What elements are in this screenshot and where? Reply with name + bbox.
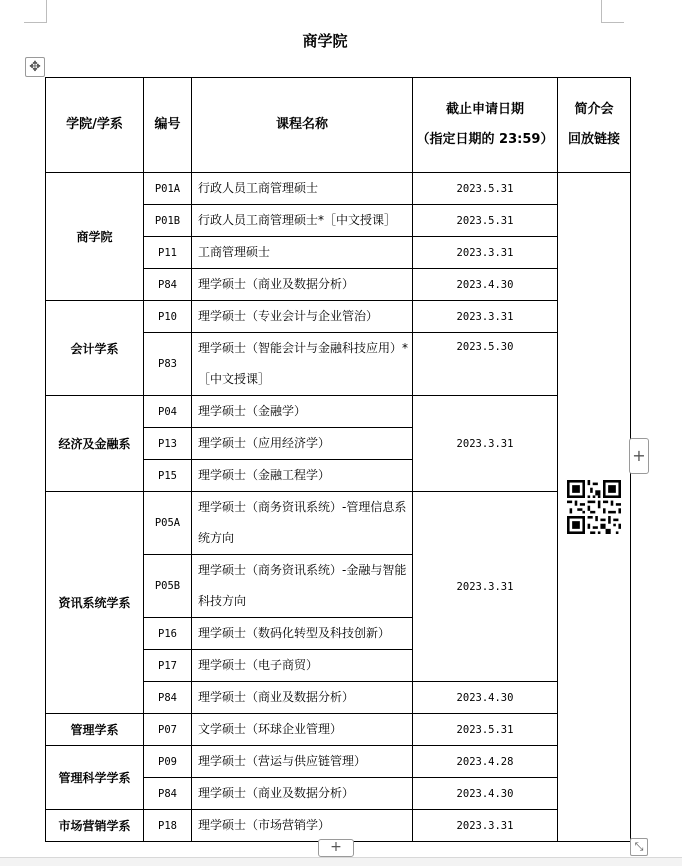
header-deadline [413,78,558,173]
course-code: P84 [144,269,192,301]
deadline-date: 2023.3.31 [413,301,558,333]
table-header-row [46,78,631,173]
dept-cell: 市场营销学系 [46,810,144,842]
course-code: P05A [144,492,192,555]
deadline-date: 2023.5.31 [413,714,558,746]
deadline-date: 2023.5.31 [413,205,558,237]
course-code: P11 [144,237,192,269]
deadline-date: 2023.4.30 [413,682,558,714]
table-row [46,173,631,205]
table-row [46,492,631,555]
dept-cell: 经济及金融系 [46,396,144,492]
move-icon[interactable]: ✥ [25,57,45,77]
course-name: 理学硕士（营运与供应链管理） [192,746,413,778]
course-name: 理学硕士（商务资讯系统）-金融与智能科技方向 [192,555,413,618]
dept-cell: 管理学系 [46,714,144,746]
course-table [45,77,631,842]
course-name: 理学硕士（金融学） [192,396,413,428]
course-code: P05B [144,555,192,618]
deadline-date: 2023.3.31 [413,396,558,492]
course-name: 文学硕士（环球企业管理） [192,714,413,746]
course-name: 行政人员工商管理硕士 [192,173,413,205]
course-name: 理学硕士（专业会计与企业管治） [192,301,413,333]
header-link [558,78,631,173]
dept-cell: 商学院 [46,173,144,301]
qr-cell [558,173,631,842]
course-code: P01A [144,173,192,205]
page-corner-mark [24,0,47,23]
table-row [46,746,631,778]
deadline-date: 2023.3.31 [413,492,558,682]
deadline-date: 2023.5.30 [413,333,558,396]
add-row-plus-icon[interactable]: + [318,839,354,857]
header-code: 编号 [144,78,192,173]
header-link-line1: 简介会 [574,102,614,117]
deadline-date: 2023.4.30 [413,778,558,810]
course-code: P15 [144,460,192,492]
course-name: 理学硕士（智能会计与金融科技应用）*［中文授课］ [192,333,413,396]
course-name: 工商管理硕士 [192,237,413,269]
course-code: P16 [144,618,192,650]
deadline-date: 2023.3.31 [413,237,558,269]
course-code: P83 [144,333,192,396]
course-name: 理学硕士（商业及数据分析） [192,778,413,810]
course-name: 理学硕士（应用经济学） [192,428,413,460]
course-name: 理学硕士（金融工程学） [192,460,413,492]
course-name: 理学硕士（商业及数据分析） [192,682,413,714]
dept-cell: 会计学系 [46,301,144,396]
resize-icon[interactable]: ⤡ [630,838,648,856]
dept-cell: 管理科学学系 [46,746,144,810]
deadline-date: 2023.3.31 [413,810,558,842]
course-code: P09 [144,746,192,778]
deadline-date: 2023.4.30 [413,269,558,301]
course-code: P18 [144,810,192,842]
course-name: 理学硕士（数码化转型及科技创新） [192,618,413,650]
course-name: 行政人员工商管理硕士*［中文授课］ [192,205,413,237]
add-column-plus-icon[interactable]: + [629,438,649,474]
header-dept: 学院/学系 [46,78,144,173]
course-code: P84 [144,682,192,714]
course-code: P17 [144,650,192,682]
table-row [46,714,631,746]
course-code: P01B [144,205,192,237]
page-title: 商学院 [302,32,348,50]
deadline-date: 2023.5.31 [413,173,558,205]
course-code: P07 [144,714,192,746]
course-code: P84 [144,778,192,810]
table-row [46,810,631,842]
course-code: P13 [144,428,192,460]
dept-cell: 资讯系统学系 [46,492,144,714]
course-name: 理学硕士（商务资讯系统）-管理信息系统方向 [192,492,413,555]
header-deadline-note: （指定日期的 23:59） [416,132,554,147]
deadline-date: 2023.4.28 [413,746,558,778]
course-name: 理学硕士（市场营销学） [192,810,413,842]
header-link-line2: 回放链接 [567,132,620,147]
table-row [46,396,631,428]
qr-code-icon[interactable] [567,480,621,534]
course-name: 理学硕士（商业及数据分析） [192,269,413,301]
course-name: 理学硕士（电子商贸） [192,650,413,682]
course-code: P04 [144,396,192,428]
course-code: P10 [144,301,192,333]
page-corner-mark [601,0,624,23]
header-deadline-label: 截止申请日期 [445,102,524,117]
header-name: 课程名称 [192,78,413,173]
table-row [46,301,631,333]
